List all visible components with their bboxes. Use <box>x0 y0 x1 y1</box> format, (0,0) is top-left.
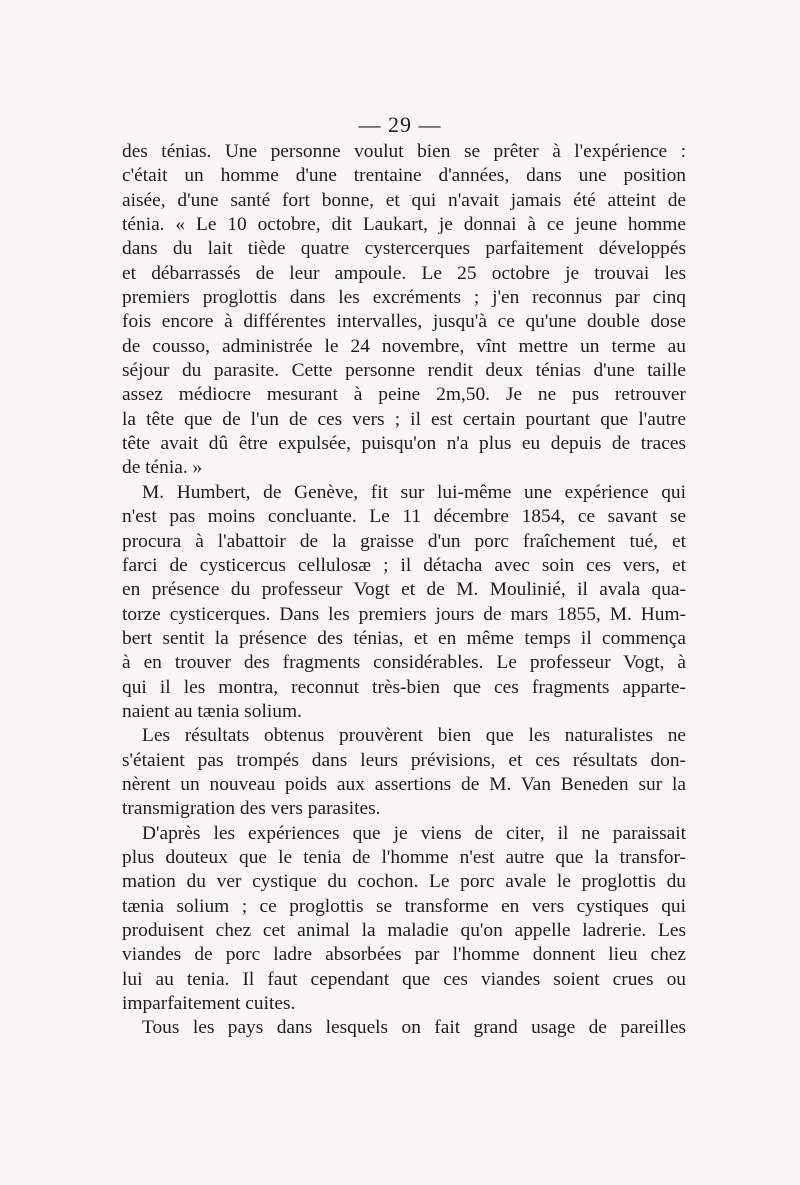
text-line: la tête que de l'un de ces vers ; il est certain pourtant que l'autre <box>122 408 686 430</box>
text-line: bert sentit la présence des ténias, et en même temps il commença <box>122 627 686 649</box>
text-line: à en trouver des fragments considérables. Le professeur Vogt, à <box>122 652 686 674</box>
text-line: des ténias. Une personne voulut bien se prêter à l'expérience : <box>122 141 686 162</box>
text-line: farci de cysticercus cellulosæ ; il détacha avec soin ces vers, et <box>122 554 686 576</box>
text-line: plus douteux que le tenia de l'homme n'est autre que la transfor- <box>122 846 686 868</box>
text-line: torze cysticerques. Dans les premiers jours de mars 1855, M. Hum- <box>122 603 686 625</box>
text-line: Les résultats obtenus prouvèrent bien que les naturalistes ne <box>142 725 686 747</box>
text-line: viandes de porc ladre absorbées par l'homme donnent lieu chez <box>122 944 686 966</box>
text-line: D'après les expériences que je viens de citer, il ne paraissait <box>142 822 686 844</box>
text-line: nèrent un nouveau poids aux assertions de M. Van Beneden sur la <box>122 773 686 795</box>
text-line: s'étaient pas trompés dans leurs prévisions, et ces résultats don- <box>122 749 686 771</box>
text-line: c'était un homme d'une trentaine d'années, dans une position <box>122 165 686 187</box>
text-line: lui au tenia. Il faut cependant que ces viandes soient crues ou <box>122 968 686 990</box>
text-line: M. Humbert, de Genève, fit sur lui-même une expérience qui <box>142 481 686 503</box>
text-line: tête avait dû être expulsée, puisqu'on n'a plus eu depuis de traces <box>122 433 686 455</box>
text-line: assez médiocre mesurant à peine 2m,50. Je ne pus retrouver <box>122 384 686 406</box>
body-text <box>122 140 686 1041</box>
text-line: tænia solium ; ce proglottis se transforme en vers cystiques qui <box>122 895 686 917</box>
text-line: et débarrassés de leur ampoule. Le 25 octobre je trouvai les <box>122 262 686 284</box>
text-line: mation du ver cystique du cochon. Le porc avale le proglottis du <box>122 871 686 893</box>
text-line: séjour du parasite. Cette personne rendit deux ténias d'une taille <box>122 360 686 382</box>
text-line: de cousso, administrée le 24 novembre, vînt mettre un terme au <box>122 335 686 357</box>
text-line: procura à l'abattoir de la graisse d'un porc fraîchement tué, et <box>122 530 686 552</box>
text-line: imparfaitement cuites. <box>122 993 296 1015</box>
text-line: naient au tænia solium. <box>122 700 302 722</box>
text-line: produisent chez cet animal la maladie qu'on appelle ladrerie. Les <box>122 920 686 941</box>
text-line: dans du lait tiède quatre cystercerques parfaitement développés <box>122 238 686 260</box>
text-line: de ténia. » <box>122 457 203 479</box>
text-line: premiers proglottis dans les excréments ; j'en reconnus par cinq <box>122 287 686 309</box>
text-line: Tous les pays dans lesquels on fait grand usage de pareilles <box>142 1017 686 1039</box>
page-number: — 29 — <box>358 112 442 137</box>
text-line: en présence du professeur Vogt et de M. Moulinié, il avala qua- <box>122 579 686 601</box>
text-line: qui il les montra, reconnut très-bien que ces fragments apparte- <box>122 676 686 698</box>
text-line: n'est pas moins concluante. Le 11 décembre 1854, ce savant se <box>122 506 686 528</box>
text-line: ténia. « Le 10 octobre, dit Laukart, je donnai à ce jeune homme <box>122 214 686 236</box>
text-line: aisée, d'une santé fort bonne, et qui n'avait jamais été atteint de <box>122 189 686 211</box>
text-line: transmigration des vers parasites. <box>122 798 381 820</box>
text-line: fois encore à différentes intervalles, jusqu'à ce qu'une double dose <box>122 311 686 333</box>
